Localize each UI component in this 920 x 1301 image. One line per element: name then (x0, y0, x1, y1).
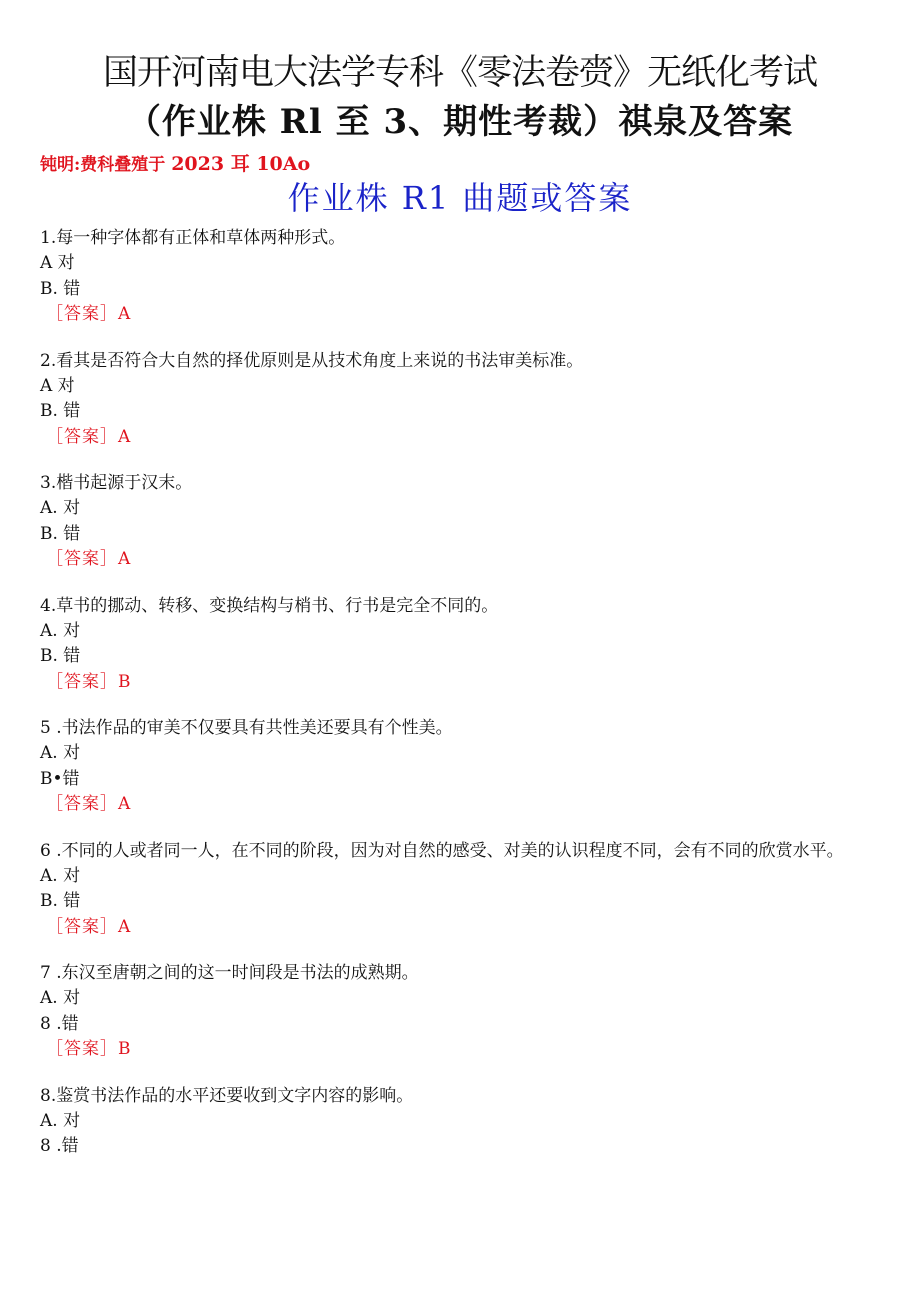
question-stem: 2.看其是否符合大自然的择优原则是从技术角度上来说的书法审美标准。 (40, 350, 584, 371)
title-part-course: 《零法卷赍》 (442, 53, 647, 93)
question-item (40, 226, 880, 328)
option-b: B. 错 (40, 646, 81, 666)
question-item (40, 594, 880, 696)
question-stem: 1.每一种字体都有正体和草体两种形式。 (40, 228, 346, 248)
title-part-exam-type: 无纸化考试 (647, 53, 818, 93)
question-list (40, 226, 880, 1160)
option-a: A. 对 (40, 988, 81, 1008)
question-stem: 4.草书的挪动、转移、变换结构与梢书、行书是完全不同的。 (40, 595, 499, 616)
answer-label: ［答案］A (46, 794, 132, 814)
answer-label: ［答案］A (46, 426, 132, 447)
question-spacer (40, 940, 880, 961)
title-part-institution: 国开河南电大法学专科 (102, 53, 443, 93)
question-stem: 8.鉴赏书法作品的水平还要收到文字内容的影响。 (40, 1085, 414, 1106)
answer-label: ［答案］A (46, 304, 132, 324)
option-a: A. 对 (40, 620, 81, 641)
question-item (40, 716, 880, 818)
option-b: B. 错 (40, 401, 81, 421)
question-item (40, 1084, 880, 1160)
option-a: A. 对 (40, 498, 81, 518)
question-item (40, 961, 880, 1063)
question-stem: 3.楷书起源于汉末。 (40, 473, 193, 493)
section-title: 作业株 R1 曲题或答案 (287, 179, 633, 217)
answer-label: ［答案］B (46, 1039, 132, 1059)
option-b: 8 .错 (40, 1136, 79, 1156)
option-b: B. 错 (40, 523, 81, 544)
question-item (40, 839, 880, 941)
option-b: 8 .错 (40, 1013, 79, 1034)
option-a: A 对 (40, 375, 75, 396)
question-stem: 5 .书法作品的审美不仅要具有共性美还要具有个性美。 (40, 718, 453, 738)
option-b: B•错 (40, 768, 80, 789)
document-title (0, 48, 920, 98)
question-spacer (40, 1063, 880, 1084)
answer-label: ［答案］A (46, 916, 132, 937)
update-note (40, 152, 310, 177)
question-stem: 7 .东汉至唐朝之间的这一时间段是书法的成熟期。 (40, 963, 419, 983)
question-stem: 6 .不同的人或者同一人，在不同的阶段，因为对自然的感受、对美的认识程度不同，会有不同的欣赏水平。 (40, 840, 844, 861)
question-item (40, 349, 880, 451)
question-spacer (40, 450, 880, 471)
option-b: B. 错 (40, 278, 81, 299)
question-spacer (40, 818, 880, 839)
answer-label: ［答案］B (46, 671, 132, 692)
option-a: A. 对 (40, 1110, 81, 1131)
question-item (40, 471, 880, 573)
update-note-prefix: 钝明:费科叠殖于 (40, 155, 172, 175)
question-spacer (40, 328, 880, 349)
question-spacer (40, 573, 880, 594)
question-spacer (40, 695, 880, 716)
option-a: A. 对 (40, 865, 81, 886)
document-subtitle: （作业株 Rl 至 3、期性考裁）祺泉及答案 (126, 102, 794, 142)
option-a: A. 对 (40, 743, 81, 763)
update-note-date: 2023 耳 10Ao (171, 153, 311, 175)
answer-label: ［答案］A (46, 549, 132, 569)
option-b: B. 错 (40, 891, 81, 911)
option-a: A 对 (40, 253, 75, 273)
